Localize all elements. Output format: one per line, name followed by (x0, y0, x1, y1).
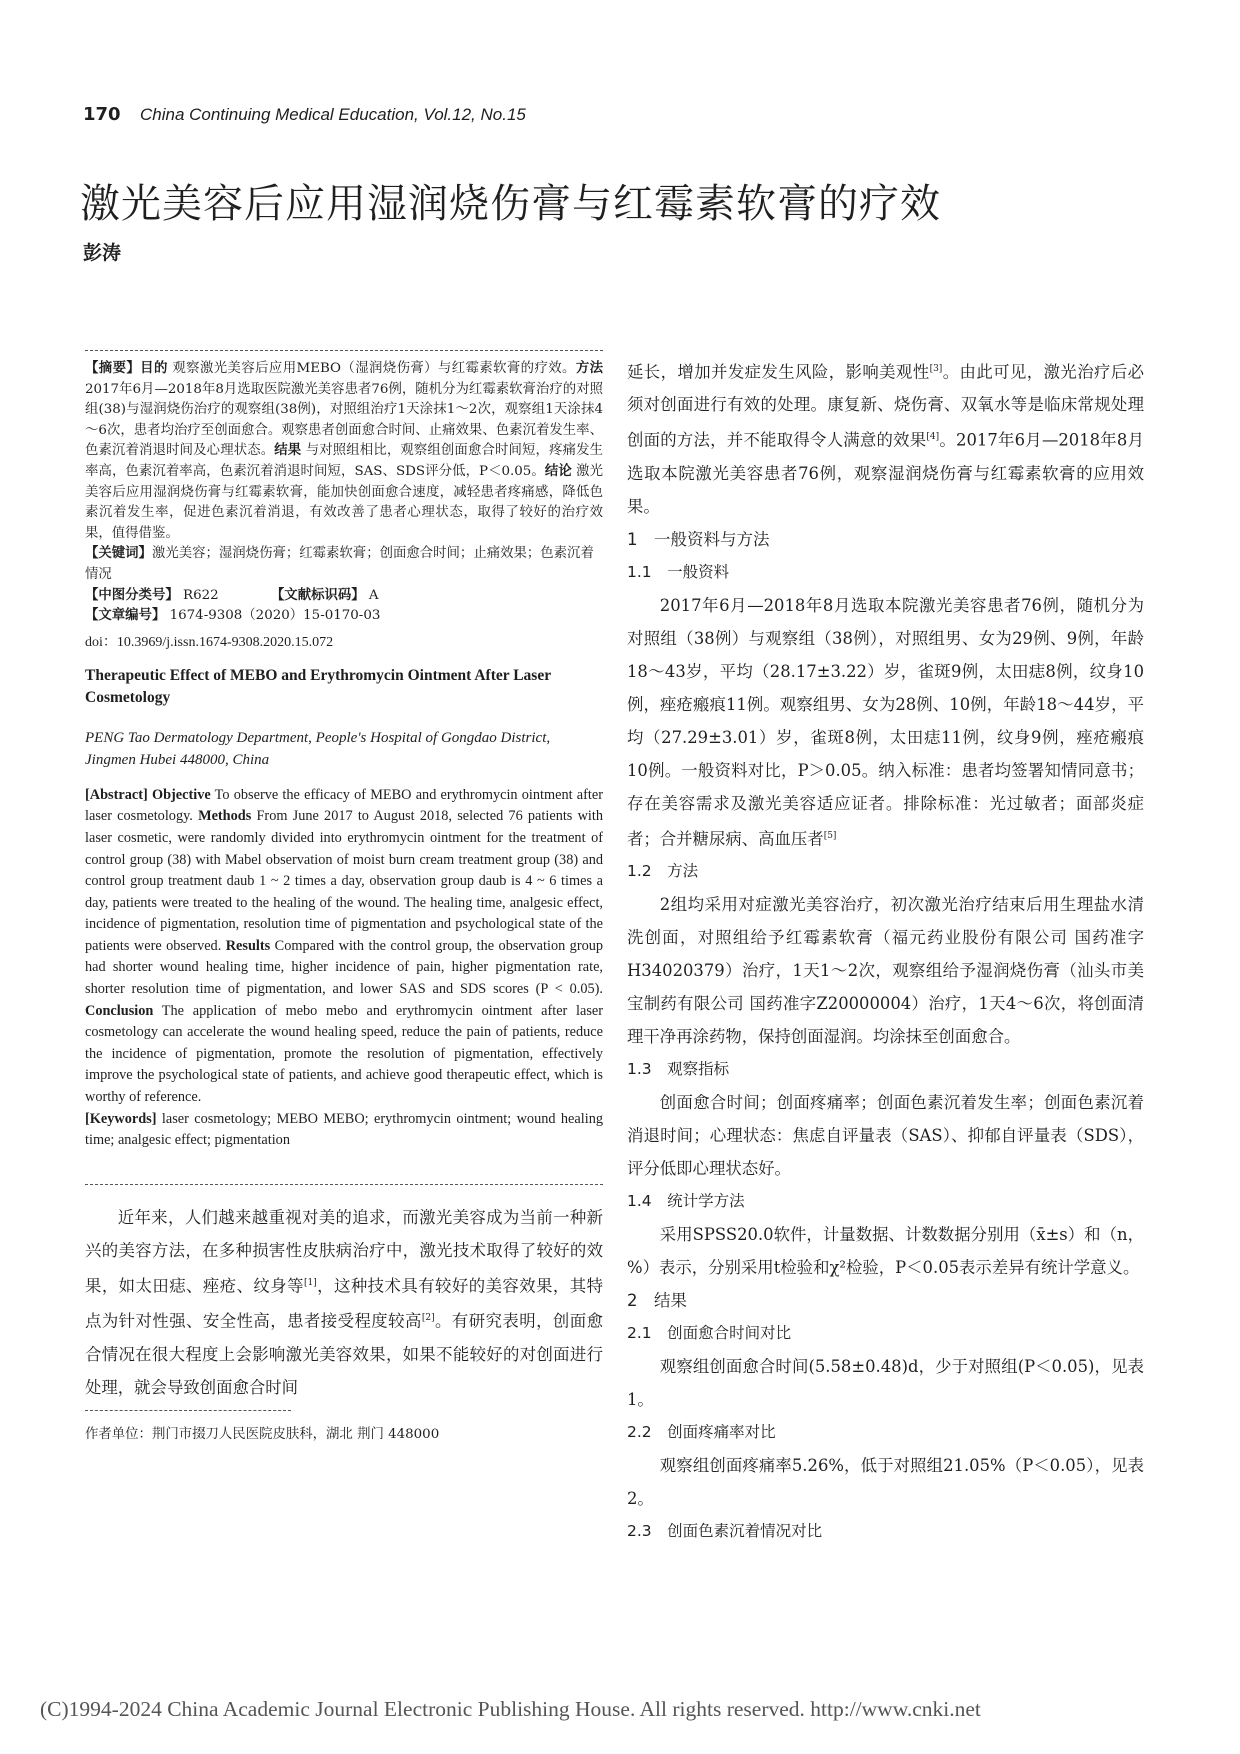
intro-text-2: ，这种技术具有较好的美容效果，其特点为针对性强、安全性高，患者接受程度较高 (85, 1276, 604, 1331)
methods-paragraph: 2组均采用对症激光美容治疗，初次激光治疗结束后用生理盐水清洗创面，对照组给予红霉素软膏（福元药业股份有限公司 国药准字H34020379）治疗，1天1～2次，观察组给予湿润烧伤膏（汕头市美宝制药有限公司 国药准字Z20000004）治疗，1天4～6次，将创面清理干净再涂药物，保持创面湿润。均涂抹至创面愈合。 (627, 895, 1144, 1047)
ref-1: [1] (303, 1277, 317, 1288)
abstract-bottom-rule (85, 1184, 603, 1185)
english-keywords-tag: [Keywords] (85, 1110, 157, 1127)
english-abstract (85, 785, 603, 1152)
running-header (83, 104, 526, 125)
english-results: Compared with the control group, the observation group had shorter wound healing time, higher incidence of pain, higher pigmentation rate, shorter resolution time of pigmentation, and lower SAS and SDS scores (P < 0.05). (85, 937, 604, 998)
section-heading-2-1: 2.1 创面愈合时间对比 (627, 1324, 792, 1343)
abstract-tag: 【摘要】 (85, 361, 141, 376)
article-number: 1674-9308（2020）15-0170-03 (169, 608, 381, 624)
conclusion-label: 结论 (544, 463, 572, 479)
english-title: Therapeutic Effect of MEBO and Erythromycin Ointment After Laser Cosmetology (85, 666, 551, 706)
english-affiliation: PENG Tao Dermatology Department, People's Hospital of Gongdao District, Jingmen Hubei 448000, China (85, 729, 551, 768)
clc-tag: 【中图分类号】 (85, 587, 179, 603)
section-heading-1-1: 1.1 一般资料 (627, 562, 730, 581)
section-heading-1-3: 1.3 观察指标 (627, 1060, 730, 1079)
clc-value: R622 (183, 587, 219, 603)
healing-time-paragraph: 观察组创面愈合时间(5.58±0.48)d，少于对照组(P＜0.05)，见表1。 (627, 1357, 1144, 1410)
general-data-text: 2017年6月—2018年8月选取本院激光美容患者76例，随机分为对照组（38例）与观察组（38例），对照组男、女为29例、9例，年龄18～43岁，平均（28.17±3.22）岁，雀斑9例，太田痣8例，纹身10例，痤疮瘢痕11例。观察组男、女为28例、10例，年龄18～44岁，平均（27.29±3.01）岁，雀斑8例，太田痣11例，纹身9例，痤疮瘢痕10例。一般资料对比，P＞0.05。纳入标准：患者均签署知情同意书；存在美容需求及激光美容适应证者。排除标准：光过敏者；面部炎症者；合并糖尿病、高血压者 (627, 595, 1144, 849)
keywords-text: 激光美容；湿润烧伤膏；红霉素软膏；创面愈合时间；止痛效果；色素沉着情况 (85, 546, 594, 582)
general-data-paragraph (627, 589, 1144, 855)
objective-label: 目的 (140, 361, 168, 376)
results-label: 结果 (274, 443, 302, 459)
ref-4: [4] (926, 432, 940, 443)
intro-continued (627, 353, 1144, 523)
english-conclusion: The application of mebo mebo and erythromycin ointment after laser cosmetology can accelerate the wound healing speed, reduce the pain of patients, reduce the incidence of pigmentation, promote the resolution of pigmentation, effectively improve the psychological state of patients, and achieve good therapeutic effect, which is worthy of reference. (85, 1002, 603, 1106)
english-objective: To observe the efficacy of MEBO and erythromycin ointment after laser cosmetology. (85, 786, 603, 825)
intro-text-1: 近年来，人们越来越重视对美的追求，而激光美容成为当前一种新兴的美容方法，在多种损害性皮肤病治疗中，激光技术取得了较好的效果，如太田痣、痤疮、纹身等 (85, 1207, 603, 1296)
english-conclusion-label: Conclusion (85, 1002, 154, 1019)
section-heading-1: 1 一般资料与方法 (627, 529, 770, 549)
intro-paragraph (85, 1201, 603, 1404)
keywords-cn (85, 544, 603, 585)
journal-name: China Continuing Medical Education, Vol.12, No.15 (139, 105, 526, 124)
page-number: 170 (83, 104, 121, 125)
english-objective-label: Objective (151, 786, 211, 803)
left-column (85, 350, 603, 1442)
footnote-rule (85, 1410, 291, 1411)
abstract-top-rule (85, 350, 603, 351)
english-methods-label: Methods (198, 808, 252, 825)
section-heading-2-2: 2.2 创面疼痛率对比 (627, 1423, 776, 1442)
ref-3: [3] (929, 364, 943, 374)
statistics-paragraph: 采用SPSS20.0软件，计量数据、计数数据分别用（x̄±s）和（n，%）表示，分别采用t检验和χ²检验，P＜0.05表示差异有统计学意义。 (627, 1225, 1144, 1278)
ref-2: [2] (421, 1313, 435, 1324)
article-number-tag: 【文章编号】 (85, 608, 166, 624)
english-keywords: laser cosmetology; MEBO MEBO; erythromycin ointment; wound healing time; analgesic effect; pigmentation (85, 1110, 603, 1149)
indicators-paragraph: 创面愈合时间；创面疼痛率；创面色素沉着发生率；创面色素沉着消退时间；心理状态：焦虑自评量表（SAS）、抑郁自评量表（SDS），评分低即心理状态好。 (627, 1093, 1144, 1179)
methods-text: 2017年6月—2018年8月选取医院激光美容患者76例，随机分为红霉素软膏治疗的对照组(38)与湿润烧伤治疗的观察组(38例)，对照组治疗1天涂抹1～2次，观察组1天涂抹4～6次，患者均治疗至创面愈合。观察患者创面愈合时间、止痛效果、色素沉着发生率、色素沉着消退时间及心理状态。 (85, 381, 603, 459)
author-name: 彭涛 (83, 242, 122, 264)
english-methods: From June 2017 to August 2018, selected 76 patients with laser cosmetic, were randomly divided into erythromycin ointment for the treatment of control group (38) with Mabel observation of moist burn cream treatment group (38) and control group treatment daub 1 ~ 2 times a day, observation group daub is 4 ~ 6 times a day, patients were treated to the healing of the wound. The healing time, analgesic effect, incidence of pigmentation, resolution time of pigmentation and psychological state of the patients were observed. (85, 808, 603, 954)
keywords-tag: 【关键词】 (85, 546, 152, 562)
ref-5: [5] (823, 830, 837, 841)
author-affiliation-footnote: 作者单位：荆门市掇刀人民医院皮肤科，湖北 荆门 448000 (85, 1426, 440, 1442)
intro-text-4: 延长，增加并发症发生风险，影响美观性 (627, 362, 930, 382)
conclusion-text: 激光美容后应用湿润烧伤膏与红霉素软膏，能加快创面愈合速度，减轻患者疼痛感，降低色素沉着发生率，促进色素沉着消退，有效改善了患者心理状态，取得了较好的治疗效果，值得借鉴。 (85, 463, 604, 541)
intro-text-6: 。2017年6月—2018年8月选取本院激光美容患者76例，观察湿润烧伤膏与红霉素软膏的应用效果。 (627, 430, 1144, 516)
article-title: 激光美容后应用湿润烧伤膏与红霉素软膏的疗效 (80, 181, 941, 227)
intro-text-5: 。由此可见，激光治疗后必须对创面进行有效的处理。康复新、烧伤膏、双氧水等是临床常规处理创面的方法，并不能取得令人满意的效果 (627, 362, 1145, 450)
section-heading-1-4: 1.4 统计学方法 (627, 1192, 745, 1211)
results-text: 与对照组相比，观察组创面愈合时间短，疼痛发生率高，色素沉着率高，色素沉着消退时间短，SAS、SDS评分低，P＜0.05。 (85, 443, 604, 479)
right-column (627, 353, 1144, 1548)
pain-rate-paragraph: 观察组创面疼痛率5.26%，低于对照组21.05%（P＜0.05），见表2。 (627, 1456, 1144, 1509)
doi: doi：10.3969/j.issn.1674-9308.2020.15.072 (85, 634, 334, 650)
doc-code-tag: 【文献标识码】 (270, 587, 365, 603)
classification-line (85, 586, 603, 607)
article-number-line (85, 606, 603, 627)
intro-text-3: 。有研究表明，创面愈合情况在很大程度上会影响激光美容效果，如果不能较好的对创面进行处理，就会导致创面愈合时间 (85, 1311, 604, 1397)
chinese-abstract (85, 359, 603, 544)
section-heading-2: 2 结果 (627, 1291, 687, 1311)
methods-label: 方法 (575, 361, 604, 376)
copyright-footer: (C)1994-2024 China Academic Journal Electronic Publishing House. All rights reserved. http://www.cnki.net (40, 1697, 981, 1721)
section-heading-1-2: 1.2 方法 (627, 862, 699, 881)
english-abstract-tag: [Abstract] (85, 786, 148, 803)
doc-code-value: A (368, 587, 379, 603)
section-heading-2-3: 2.3 创面色素沉着情况对比 (627, 1522, 823, 1541)
english-results-label: Results (225, 937, 271, 954)
objective-text: 观察激光美容后应用MEBO（湿润烧伤膏）与红霉素软膏的疗效。 (172, 361, 576, 376)
